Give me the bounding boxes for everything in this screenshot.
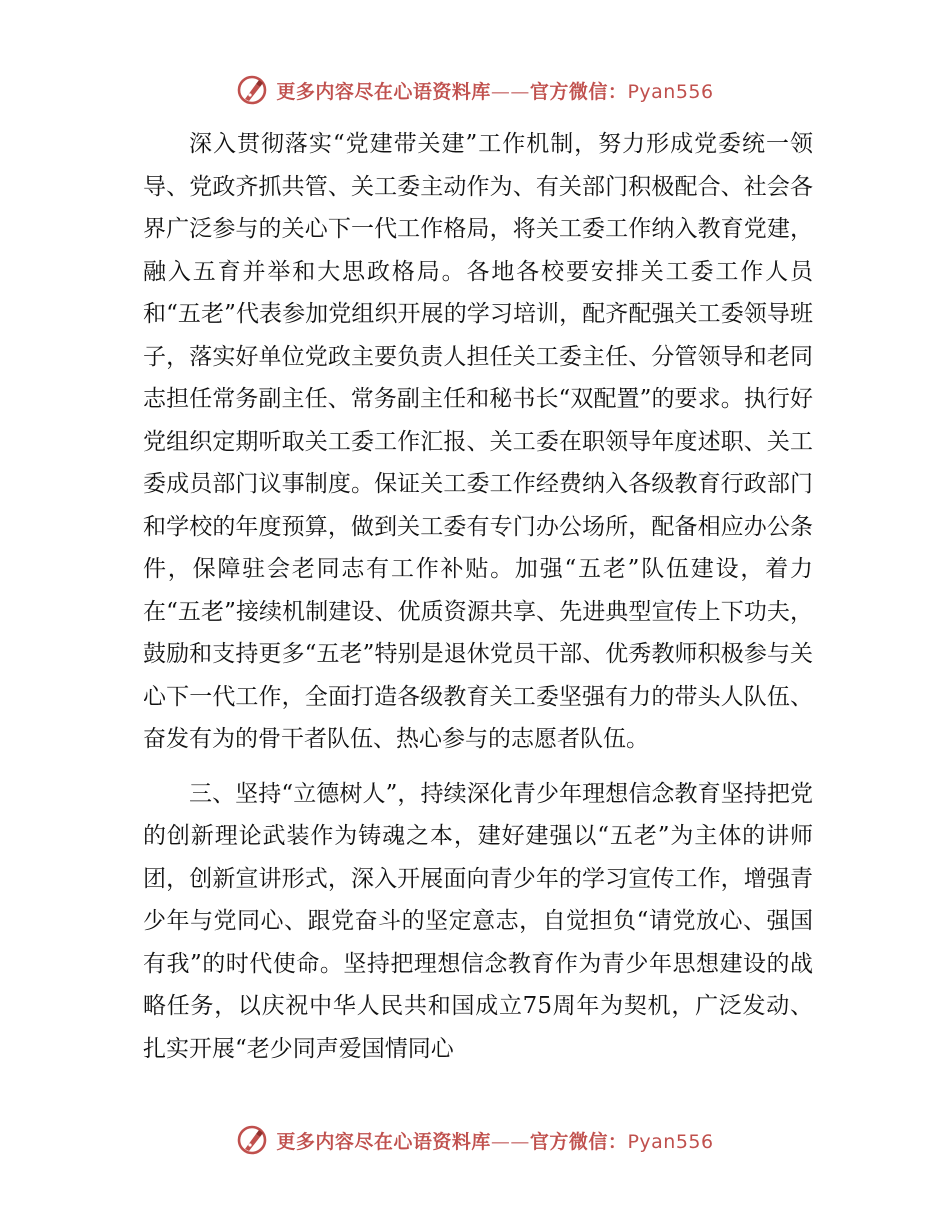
- watermark-footer: [0, 1118, 950, 1162]
- watermark-text: 更多内容尽在心语资料库——官方微信：Pyan556: [276, 80, 714, 103]
- watermark-header: [0, 68, 950, 112]
- paragraph: 三、坚持“立德树人”，持续深化青少年理想信念教育坚持把党的创新理论武装作为铸魂之本，建好建强以“五老”为主体的讲师团，创新宣讲形式，深入开展面向青少年的学习宣传工作，增强青少年与党同心、跟党奋斗的坚定意志，自觉担负“请党放心、强国有我”的时代使命。坚持把理想信念教育作为青少年思想建设的战略任务，以庆祝中华人民共和国成立75周年为契机，广泛发动、扎实开展“老少同声爱国情同心: [143, 780, 813, 1062]
- watermark-text: 更多内容尽在心语资料库——官方微信：Pyan556: [276, 1130, 714, 1153]
- pen-nib-logo-icon: [236, 1124, 268, 1156]
- pen-nib-logo-icon: [236, 74, 268, 106]
- paragraph: 深入贯彻落实“党建带关建”工作机制，努力形成党委统一领导、党政齐抓共管、关工委主动作为、有关部门积极配合、社会各界广泛参与的关心下一代工作格局，将关工委工作纳入教育党建，融入五育并举和大思政格局。各地各校要安排关工委工作人员和“五老”代表参加党组织开展的学习培训，配齐配强关工委领导班子，落实好单位党政主要负责人担任关工委主任、分管领导和老同志担任常务副主任、常务副主任和秘书长“双配置”的要求。执行好党组织定期听取关工委工作汇报、关工委在职领导年度述职、关工委成员部门议事制度。保证关工委工作经费纳入各级教育行政部门和学校的年度预算，做到关工委有专门办公场所，配备相应办公条件，保障驻会老同志有工作补贴。加强“五老”队伍建设，着力在“五老”接续机制建设、优质资源共享、先进典型宣传上下功夫，鼓励和支持更多“五老”特别是退休党员干部、优秀教师积极参与关心下一代工作，全面打造各级教育关工委坚强有力的带头人队伍、奋发有为的骨干者队伍、热心参与的志愿者队伍。: [143, 131, 813, 752]
- document-body: [143, 123, 813, 1070]
